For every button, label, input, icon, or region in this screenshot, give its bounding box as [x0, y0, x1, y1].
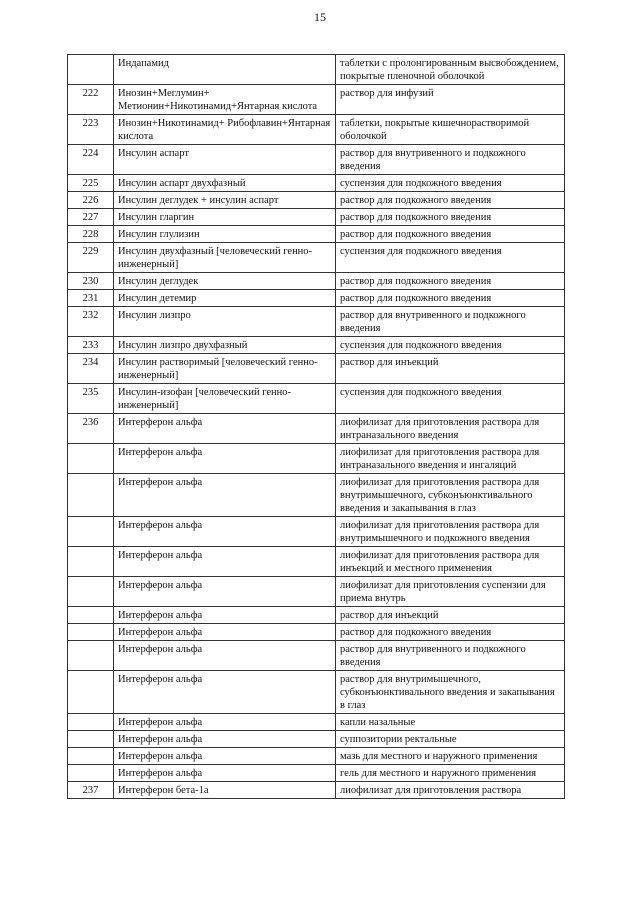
dosage-form-cell: капли назальные	[336, 714, 565, 731]
dosage-form-cell: суспензия для подкожного введения	[336, 243, 565, 273]
row-number-cell: 224	[68, 145, 114, 175]
table-row	[68, 354, 565, 384]
row-number-cell	[68, 748, 114, 765]
dosage-form-cell: раствор для подкожного введения	[336, 209, 565, 226]
row-number-cell: 227	[68, 209, 114, 226]
row-number-cell	[68, 547, 114, 577]
table-row	[68, 641, 565, 671]
row-number-cell	[68, 624, 114, 641]
dosage-form-cell: раствор для подкожного введения	[336, 290, 565, 307]
table-row	[68, 290, 565, 307]
drug-name-cell: Инсулин детемир	[114, 290, 336, 307]
dosage-form-cell: раствор для подкожного введения	[336, 624, 565, 641]
table-row	[68, 748, 565, 765]
drug-name-cell: Инсулин лизпро	[114, 307, 336, 337]
drug-name-cell: Инсулин-изофан [человеческий генно-инженерный]	[114, 384, 336, 414]
drug-name-cell: Интерферон альфа	[114, 731, 336, 748]
drug-name-cell: Инсулин гларгин	[114, 209, 336, 226]
dosage-form-cell: раствор для инъекций	[336, 607, 565, 624]
dosage-form-cell: лиофилизат для приготовления раствора для внутримышечного, субконъюнктивального введения и закапывания в глаз	[336, 474, 565, 517]
table-row	[68, 414, 565, 444]
dosage-form-cell: лиофилизат для приготовления раствора для внутримышечного и подкожного введения	[336, 517, 565, 547]
table-row	[68, 85, 565, 115]
drug-name-cell: Интерферон альфа	[114, 748, 336, 765]
drug-name-cell: Инсулин растворимый [человеческий генно-инженерный]	[114, 354, 336, 384]
table-row	[68, 671, 565, 714]
dosage-form-cell: раствор для инъекций	[336, 354, 565, 384]
dosage-form-cell: мазь для местного и наружного применения	[336, 748, 565, 765]
drug-name-cell: Интерферон альфа	[114, 414, 336, 444]
row-number-cell	[68, 731, 114, 748]
drug-name-cell: Интерферон альфа	[114, 607, 336, 624]
table-row	[68, 607, 565, 624]
row-number-cell: 223	[68, 115, 114, 145]
table-row	[68, 145, 565, 175]
table-row	[68, 765, 565, 782]
drug-name-cell: Инсулин глулизин	[114, 226, 336, 243]
row-number-cell	[68, 607, 114, 624]
dosage-form-cell: раствор для внутривенного и подкожного введения	[336, 641, 565, 671]
dosage-form-cell: лиофилизат для приготовления раствора для интраназального введения и ингаляций	[336, 444, 565, 474]
table-row	[68, 547, 565, 577]
dosage-form-cell: лиофилизат для приготовления раствора для интраназального введения	[336, 414, 565, 444]
table-row	[68, 307, 565, 337]
row-number-cell: 225	[68, 175, 114, 192]
row-number-cell	[68, 517, 114, 547]
table-row	[68, 175, 565, 192]
dosage-form-cell: суспензия для подкожного введения	[336, 384, 565, 414]
row-number-cell: 236	[68, 414, 114, 444]
dosage-form-cell: раствор для подкожного введения	[336, 273, 565, 290]
drug-name-cell: Интерферон альфа	[114, 765, 336, 782]
table-row	[68, 474, 565, 517]
table-row	[68, 243, 565, 273]
table-row	[68, 714, 565, 731]
table-row	[68, 115, 565, 145]
row-number-cell	[68, 577, 114, 607]
row-number-cell: 228	[68, 226, 114, 243]
dosage-form-cell: лиофилизат для приготовления суспензии для приема внутрь	[336, 577, 565, 607]
table-row	[68, 782, 565, 799]
table-row	[68, 624, 565, 641]
row-number-cell	[68, 765, 114, 782]
row-number-cell: 231	[68, 290, 114, 307]
table-row	[68, 444, 565, 474]
row-number-cell	[68, 714, 114, 731]
drug-name-cell: Интерферон альфа	[114, 624, 336, 641]
drug-name-cell: Инсулин аспарт	[114, 145, 336, 175]
drug-name-cell: Инсулин деглудек + инсулин аспарт	[114, 192, 336, 209]
dosage-form-cell: раствор для подкожного введения	[336, 226, 565, 243]
drug-name-cell: Индапамид	[114, 55, 336, 85]
row-number-cell	[68, 641, 114, 671]
drug-name-cell: Инсулин аспарт двухфазный	[114, 175, 336, 192]
row-number-cell	[68, 55, 114, 85]
row-number-cell	[68, 444, 114, 474]
dosage-form-cell: лиофилизат для приготовления раствора для инъекций и местного применения	[336, 547, 565, 577]
dosage-form-cell: раствор для подкожного введения	[336, 192, 565, 209]
table-row	[68, 209, 565, 226]
row-number-cell: 235	[68, 384, 114, 414]
drug-name-cell: Инозин+Меглумин+ Метионин+Никотинамид+Янтарная кислота	[114, 85, 336, 115]
drug-name-cell: Интерферон альфа	[114, 547, 336, 577]
table-row	[68, 731, 565, 748]
dosage-form-cell: раствор для внутривенного и подкожного введения	[336, 145, 565, 175]
dosage-form-cell: таблетки, покрытые кишечнорастворимой оболочкой	[336, 115, 565, 145]
row-number-cell	[68, 671, 114, 714]
row-number-cell: 230	[68, 273, 114, 290]
page-number: 15	[314, 10, 326, 24]
drug-name-cell: Интерферон бета-1а	[114, 782, 336, 799]
drug-name-cell: Интерферон альфа	[114, 714, 336, 731]
drug-name-cell: Инозин+Никотинамид+ Рибофлавин+Янтарная кислота	[114, 115, 336, 145]
dosage-form-cell: раствор для внутривенного и подкожного введения	[336, 307, 565, 337]
drug-name-cell: Инсулин двухфазный [человеческий генно-инженерный]	[114, 243, 336, 273]
drug-name-cell: Интерферон альфа	[114, 641, 336, 671]
table-row	[68, 55, 565, 85]
table-row	[68, 337, 565, 354]
table-row	[68, 577, 565, 607]
dosage-form-cell: суппозитории ректальные	[336, 731, 565, 748]
drug-name-cell: Интерферон альфа	[114, 671, 336, 714]
table-row	[68, 517, 565, 547]
table-row	[68, 226, 565, 243]
drug-name-cell: Интерферон альфа	[114, 474, 336, 517]
row-number-cell: 237	[68, 782, 114, 799]
drug-name-cell: Интерферон альфа	[114, 444, 336, 474]
row-number-cell	[68, 474, 114, 517]
drug-table	[67, 54, 565, 799]
dosage-form-cell: лиофилизат для приготовления раствора	[336, 782, 565, 799]
drug-name-cell: Инсулин лизпро двухфазный	[114, 337, 336, 354]
dosage-form-cell: суспензия для подкожного введения	[336, 175, 565, 192]
table-row	[68, 192, 565, 209]
row-number-cell: 226	[68, 192, 114, 209]
drug-name-cell: Инсулин деглудек	[114, 273, 336, 290]
row-number-cell: 232	[68, 307, 114, 337]
row-number-cell: 229	[68, 243, 114, 273]
dosage-form-cell: раствор для внутримышечного, субконъюнктивального введения и закапывания в глаз	[336, 671, 565, 714]
drug-name-cell: Интерферон альфа	[114, 517, 336, 547]
dosage-form-cell: таблетки с пролонгированным высвобождением, покрытые пленочной оболочкой	[336, 55, 565, 85]
row-number-cell: 222	[68, 85, 114, 115]
dosage-form-cell: раствор для инфузий	[336, 85, 565, 115]
row-number-cell: 234	[68, 354, 114, 384]
row-number-cell: 233	[68, 337, 114, 354]
table-row	[68, 273, 565, 290]
dosage-form-cell: суспензия для подкожного введения	[336, 337, 565, 354]
dosage-form-cell: гель для местного и наружного применения	[336, 765, 565, 782]
table-row	[68, 384, 565, 414]
drug-name-cell: Интерферон альфа	[114, 577, 336, 607]
